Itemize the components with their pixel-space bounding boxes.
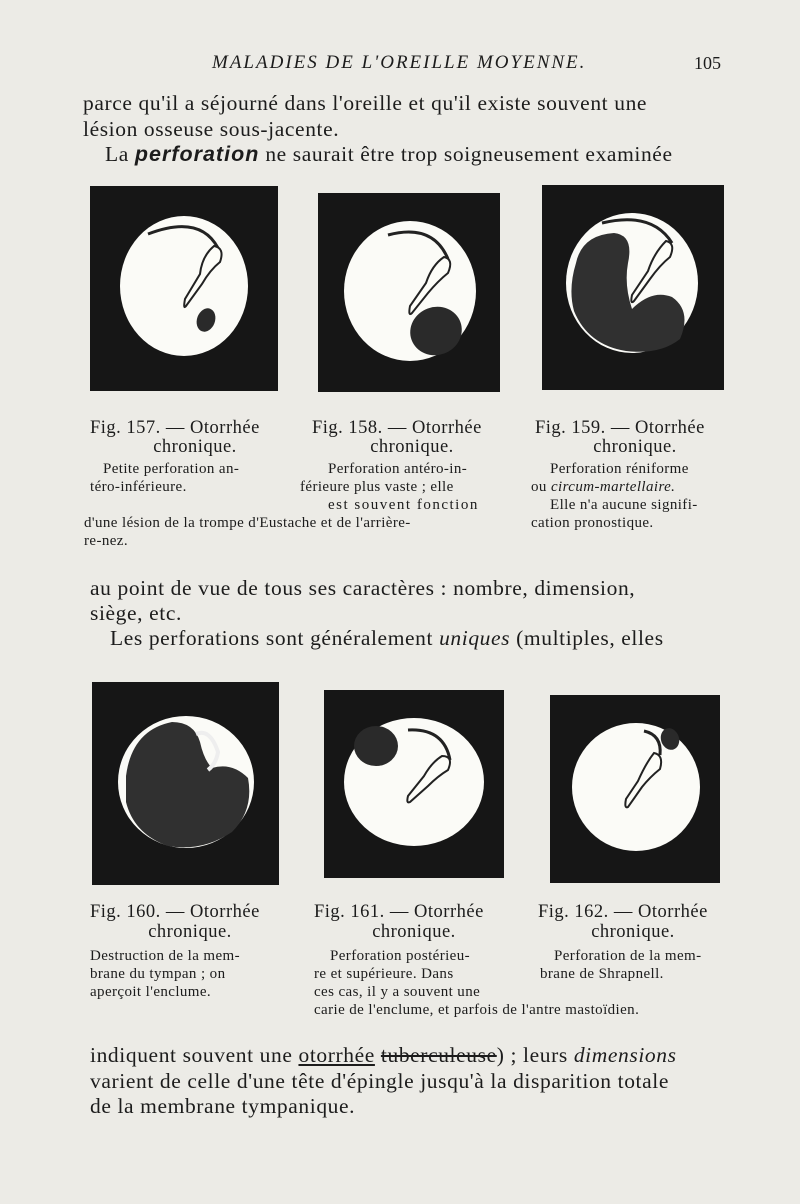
figure-159-image (542, 185, 724, 390)
figure-160-image (92, 682, 279, 885)
figure-158-caption-continued: re-nez. (84, 533, 129, 549)
figure-158-caption: Perforation antéro-in- (328, 461, 468, 477)
figure-157-image (90, 186, 278, 391)
figure-158-title-cont: chronique. (370, 437, 454, 457)
figure-160-caption: aperçoit l'enclume. (90, 984, 212, 1000)
page-number: 105 (694, 53, 721, 73)
figure-159-caption: Perforation réniforme (550, 461, 689, 477)
figure-159-caption: ou circum-martellaire. (531, 479, 676, 495)
figure-162-caption: brane de Shrapnell. (540, 966, 664, 982)
figure-159-caption: cation pronostique. (531, 515, 654, 531)
emphasis-dimensions: dimensions (573, 1043, 677, 1067)
figure-157-title-cont: chronique. (153, 437, 237, 457)
figure-158-image (318, 193, 500, 392)
figure-157-caption: téro-inférieure. (90, 479, 187, 495)
figure-161-title: Fig. 161. — Otorrhée (314, 902, 484, 922)
paragraph-line: de la membrane tympanique. (90, 1094, 356, 1118)
paragraph-line: parce qu'il a séjourné dans l'oreille et qu'il existe souvent une (83, 91, 648, 115)
underlined-word: otorrhée (298, 1043, 375, 1067)
figure-161-caption: re et supérieure. Dans (314, 966, 454, 982)
paragraph-line: au point de vue de tous ses caractères : nombre, dimension, (90, 576, 636, 600)
paragraph-line: lésion osseuse sous-jacente. (83, 117, 340, 141)
figure-159-caption: Elle n'a aucune signifi- (550, 497, 698, 513)
figure-161-caption: Perforation postérieu- (330, 948, 471, 964)
figure-162-title: Fig. 162. — Otorrhée (538, 902, 708, 922)
running-header-title: MALADIES DE L'OREILLE MOYENNE. (212, 52, 587, 73)
paragraph-line: indiquent souvent une otorrhée tuberculeuse) ; leurs dimensions (90, 1043, 677, 1067)
figure-159-title: Fig. 159. — Otorrhée (535, 418, 705, 438)
figure-158-caption: férieure plus vaste ; elle (300, 479, 454, 495)
emphasis-perforation: perforation (134, 142, 260, 166)
figure-157-title: Fig. 157. — Otorrhée (90, 418, 260, 438)
paragraph-line: Les perforations sont généralement uniques (multiples, elles (110, 626, 664, 650)
paragraph-line: siège, etc. (90, 601, 182, 625)
figure-158-caption: est souvent fonction (328, 497, 479, 513)
figure-158-title: Fig. 158. — Otorrhée (312, 418, 482, 438)
figure-161-image (324, 690, 504, 878)
figure-161-title-cont: chronique. (372, 922, 456, 942)
figure-161-caption: ces cas, il y a souvent une (314, 984, 481, 1000)
figure-157-caption: Petite perforation an- (103, 461, 240, 477)
figure-160-title-cont: chronique. (148, 922, 232, 942)
figure-162-image (550, 695, 720, 883)
figure-160-caption: Destruction de la mem- (90, 948, 241, 964)
emphasis-uniques: uniques (439, 626, 511, 650)
figure-162-title-cont: chronique. (591, 922, 675, 942)
figure-160-title: Fig. 160. — Otorrhée (90, 902, 260, 922)
figure-160-caption: brane du tympan ; on (90, 966, 226, 982)
figure-158-caption-continued: d'une lésion de la trompe d'Eustache et de l'arrière- (84, 515, 411, 531)
figure-159-title-cont: chronique. (593, 437, 677, 457)
figure-162-caption: Perforation de la mem- (554, 948, 702, 964)
paragraph-line: La perforation ne saurait être trop soigneusement examinée (105, 142, 673, 166)
paragraph-line: varient de celle d'une tête d'épingle jusqu'à la disparition totale (90, 1069, 669, 1093)
struck-word: tuberculeuse (380, 1043, 497, 1067)
figure-161-caption-continued: carie de l'enclume, et parfois de l'antre mastoïdien. (314, 1002, 640, 1018)
